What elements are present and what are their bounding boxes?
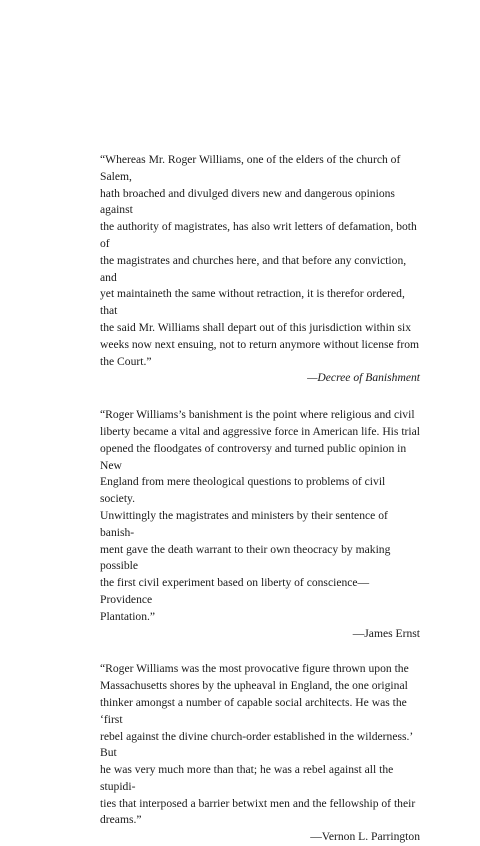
epigraph-quote: “Whereas Mr. Roger Williams, one of the elders of the church of Salem, hath broached and divulged divers new and dangerous opinions against the authority of magistrates, has also writ letters of defamation, both of the magistrates and churches here, and that before any conviction, and yet maintaineth the same without retraction, it is therefor ordered, that the said Mr. Williams shall depart out of this jurisdiction within six weeks now next ensuing, not to return anymore without license from the Court.”: [100, 153, 420, 368]
epigraph-page: [100, 152, 420, 846]
epigraph-attribution: —James Ernst: [352, 626, 420, 640]
epigraph-ernst: [100, 407, 420, 642]
epigraph-quote: “Roger Williams was the most provocative figure thrown upon the Massachusetts shores by the upheaval in England, the one original thinker amongst a number of capable social architects. He was the ‘first rebel against the divine church-order established in the wilderness.’ But he was very much more than that; he was a rebel against all the stupidi- ties that interposed a barrier betwixt men and the fellowship of their dreams.”: [100, 662, 416, 827]
epigraph-quote: “Roger Williams’s banishment is the point where religious and civil liberty became a vital and aggressive force in American life. His trial opened the floodgates of controversy and turned public opinion in New England from mere theological questions to problems of civil society. Unwittingly the magistrates and ministers by their sentence of banish- ment gave the death warrant to their own theocracy by making possible the first civil experiment based on liberty of conscience—Providence Plantation.”: [100, 408, 420, 623]
epigraph-attribution: —Decree of Banishment: [307, 371, 420, 385]
epigraph-attribution: —Vernon L. Parrington: [310, 830, 420, 844]
epigraph-parrington: [100, 661, 420, 846]
epigraph-decree: [100, 152, 420, 387]
